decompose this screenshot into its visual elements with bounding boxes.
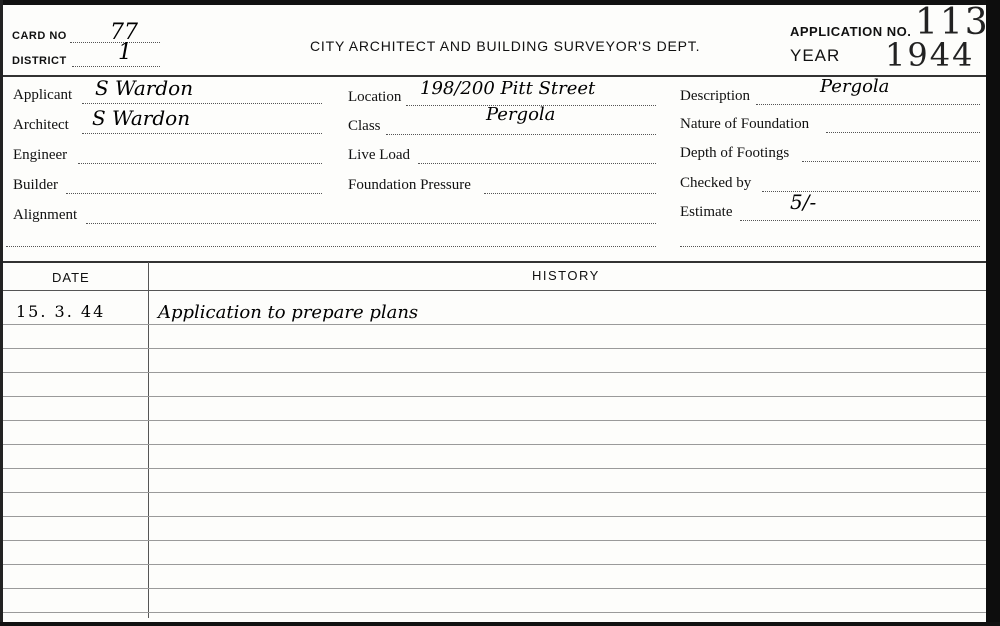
checked-by-label: Checked by bbox=[680, 175, 752, 191]
history-rule-line bbox=[3, 564, 986, 565]
history-entry-date: 15. 3. 44 bbox=[16, 302, 106, 321]
alignment-label: Alignment bbox=[13, 207, 78, 223]
estimate-label: Estimate bbox=[680, 204, 733, 220]
class-value: Pergola bbox=[486, 104, 556, 125]
live-load-line bbox=[418, 163, 656, 164]
description-label: Description bbox=[680, 88, 750, 104]
department-title: CITY ARCHITECT AND BUILDING SURVEYOR'S DEPT. bbox=[310, 38, 701, 54]
location-label: Location bbox=[348, 89, 402, 105]
history-rule-line bbox=[3, 348, 986, 349]
architect-value: S Wardon bbox=[92, 106, 191, 130]
estimate-line bbox=[740, 220, 980, 221]
description-line bbox=[756, 104, 980, 105]
nature-of-foundation-label: Nature of Foundation bbox=[680, 116, 810, 132]
engineer-line bbox=[78, 163, 322, 164]
history-rule-line bbox=[3, 324, 986, 325]
history-rule-line bbox=[3, 372, 986, 373]
applicant-label: Applicant bbox=[13, 87, 73, 103]
year-label: YEAR bbox=[790, 46, 841, 65]
builder-line bbox=[66, 193, 322, 194]
district-label: DISTRICT bbox=[12, 55, 67, 67]
description-value: Pergola bbox=[820, 76, 890, 97]
depth-of-footings-line bbox=[802, 161, 980, 162]
estimate-value: 5/- bbox=[790, 190, 817, 214]
history-rule-line bbox=[3, 492, 986, 493]
depth-of-footings-label: Depth of Footings bbox=[680, 145, 790, 161]
history-rule-line bbox=[3, 420, 986, 421]
card-edge-left bbox=[0, 0, 3, 626]
history-rule-line bbox=[3, 540, 986, 541]
card-edge-top bbox=[0, 0, 1000, 5]
applicant-line bbox=[82, 103, 322, 104]
location-value: 198/200 Pitt Street bbox=[420, 78, 596, 99]
class-line bbox=[386, 134, 656, 135]
card-edge-right bbox=[986, 0, 1000, 626]
card-edge-bottom bbox=[0, 622, 1000, 626]
history-rule-line bbox=[3, 468, 986, 469]
history-divider bbox=[3, 261, 986, 263]
alignment-line bbox=[86, 223, 656, 224]
nature-of-foundation-line bbox=[826, 132, 980, 133]
history-rule-line bbox=[3, 396, 986, 397]
year-value: 1944 bbox=[885, 36, 975, 74]
history-rule-line bbox=[3, 612, 986, 613]
application-no-label: APPLICATION NO. bbox=[790, 24, 912, 39]
history-rule-line bbox=[3, 588, 986, 589]
extra-line bbox=[6, 246, 656, 247]
applicant-value: S Wardon bbox=[95, 76, 194, 100]
history-header: HISTORY bbox=[532, 268, 600, 283]
history-header-line bbox=[3, 290, 986, 291]
date-header: DATE bbox=[52, 270, 90, 285]
class-label: Class bbox=[348, 118, 381, 134]
live-load-label: Live Load bbox=[348, 147, 411, 163]
history-entry-text: Application to prepare plans bbox=[158, 302, 419, 323]
builder-label: Builder bbox=[13, 177, 58, 193]
foundation-pressure-line bbox=[484, 193, 656, 194]
history-rule-line bbox=[3, 444, 986, 445]
application-no-value: 113 bbox=[915, 2, 990, 43]
card-no-value: 77 bbox=[110, 20, 138, 45]
district-value: 1 bbox=[118, 40, 132, 65]
history-rule-line bbox=[3, 516, 986, 517]
foundation-pressure-label: Foundation Pressure bbox=[348, 177, 471, 193]
engineer-label: Engineer bbox=[13, 147, 68, 163]
column-3-extra-line bbox=[680, 246, 980, 247]
card-no-label: CARD NO bbox=[12, 30, 67, 42]
architect-label: Architect bbox=[13, 117, 69, 133]
architect-line bbox=[82, 133, 322, 134]
district-line bbox=[72, 66, 160, 67]
